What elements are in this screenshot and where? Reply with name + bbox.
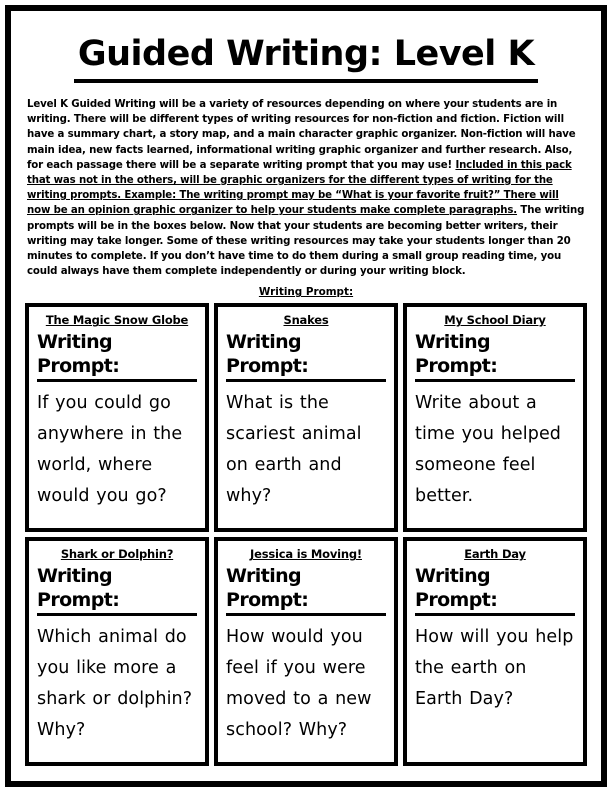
page-title-text: Guided Writing: Level K [74,31,538,83]
prompt-box-label-text: Writing Prompt: [37,330,197,382]
worksheet-page [5,5,607,787]
intro-segment-underlined: Included in this pack that was not in the others, will be graphic organizers for the different types of writing for the writing prompts. Example: The writing prompt may be “What is your favorite fruit?” There will now be an opinion graphic organizer to help your students make complete paragraphs. [27,159,572,217]
prompt-box-label [37,564,197,616]
prompt-box-label [37,330,197,382]
prompt-box-title [415,547,575,562]
intro-paragraph [27,97,585,279]
prompt-box-shark-or-dolphin [25,537,209,766]
prompt-box-title [37,313,197,328]
prompt-box-title-text: Shark or Dolphin? [60,547,174,562]
prompt-box-label-text: Writing Prompt: [37,564,197,616]
prompt-box-title-text: The Magic Snow Globe [45,313,189,328]
writing-prompt-section-heading-text: Writing Prompt: [258,286,354,299]
prompt-box-text: Which animal do you like more a shark or dolphin? Why? [37,627,193,741]
prompt-box-text: How will you help the earth on Earth Day? [415,627,574,710]
prompt-box-label [415,330,575,382]
prompt-box-title-text: Earth Day [464,547,526,562]
prompt-box-title-text: My School Diary [444,313,546,328]
prompt-box-title [226,313,386,328]
prompt-box-label-text: Writing Prompt: [415,564,575,616]
prompt-box-title [415,313,575,328]
prompt-box-grid [25,303,587,766]
prompt-box-snakes [214,303,398,532]
prompt-box-label [415,564,575,616]
writing-prompt-section-heading [25,285,587,299]
prompt-box-text: What is the scariest animal on earth and why? [226,393,362,507]
page-title [25,31,587,83]
prompt-box-jessica-is-moving [214,537,398,766]
prompt-box-label [226,564,386,616]
prompt-box-text: How would you feel if you were moved to a new school? Why? [226,627,372,741]
prompt-box-title-text: Snakes [283,313,329,328]
prompt-box-text: Write about a time you helped someone feel better. [415,393,562,507]
prompt-box-title-text: Jessica is Moving! [250,547,362,562]
prompt-box-label-text: Writing Prompt: [415,330,575,382]
prompt-box-label-text: Writing Prompt: [226,564,386,616]
page-content [11,11,601,781]
prompt-box-my-school-diary [403,303,587,532]
intro-segment-plain-1: Level K Guided Writing will be a variety of resources depending on where your students are in writing. There will be different types of writing resources for non-fiction and fiction. Fiction will have a summary chart, a story map, and a main character graphic organizer. Non-fiction will have main idea, new facts learned, informational writing graphic organizer and further research. Also, for each passage there will be a separate writing prompt that you may use! [27,99,576,171]
intro-segment-plain-2: The writing prompts will be in the boxes below. Now that your students are becoming better writers, their writing may take longer. Some of these writing resources may take your students longer than 20 minutes to complete. If you don’t have time to do them during a small group reading time, you could always have them complete independently or during your writing block. [27,205,585,278]
prompt-box-the-magic-snow-globe [25,303,209,532]
prompt-box-title [37,547,197,562]
prompt-box-title [226,547,386,562]
prompt-box-text: If you could go anywhere in the world, where would you go? [37,393,183,507]
prompt-box-label-text: Writing Prompt: [226,330,386,382]
prompt-box-earth-day [403,537,587,766]
prompt-box-label [226,330,386,382]
